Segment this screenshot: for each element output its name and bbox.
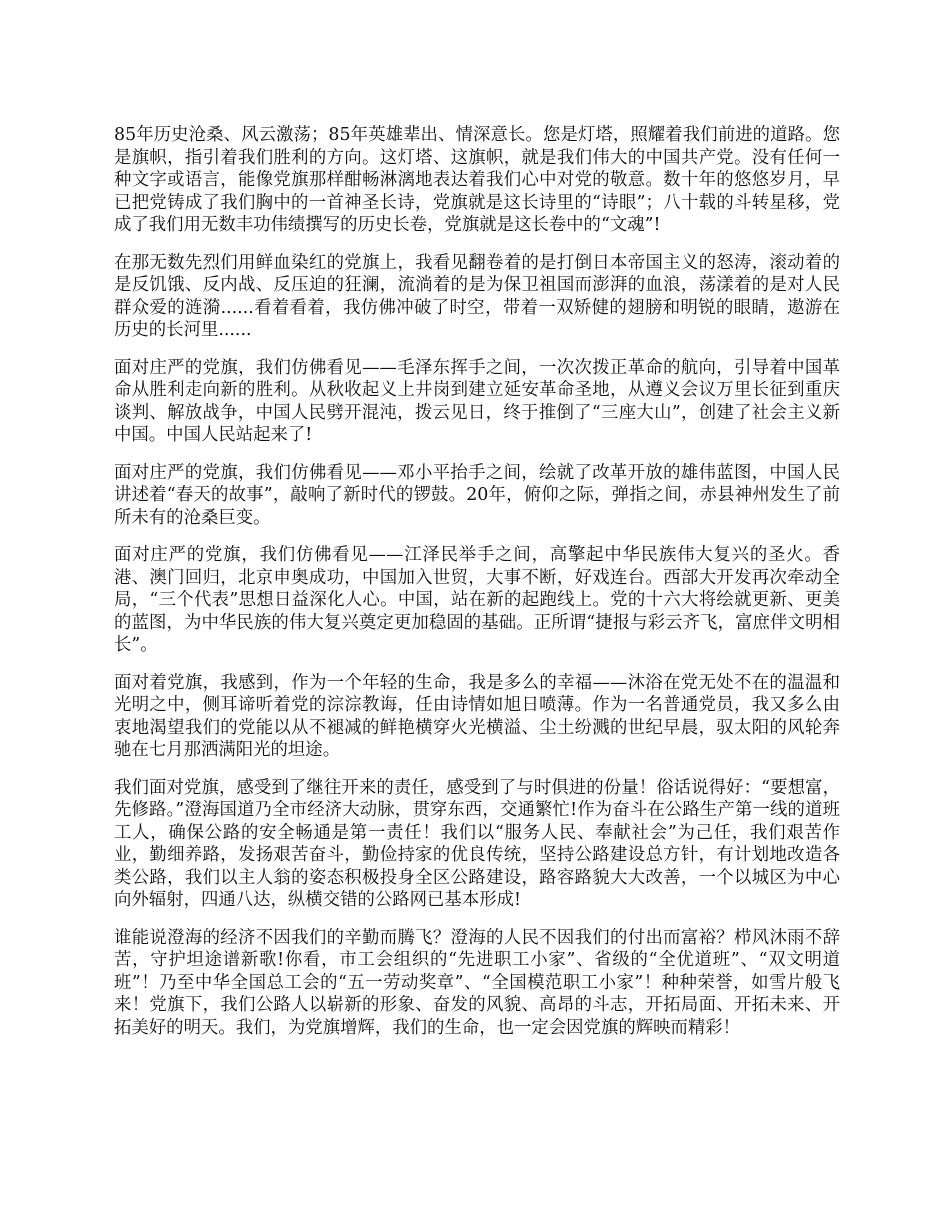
paragraph-2: 在那无数先烈们用鲜血染红的党旗上，我看见翻卷着的是打倒日本帝国主义的怒涛，滚动着的是反饥饿、反内战、反压迫的狂澜，流淌着的是为保卫祖国而澎湃的血浪，荡漾着的是对人民群众爱的涟漪......看着看着，我仿佛冲破了时空，带着一双矫健的翅膀和明锐的眼睛，遨游在历史的长河里...... <box>114 252 840 340</box>
document-body <box>114 124 840 1054</box>
paragraph-5: 面对庄严的党旗，我们仿佛看见——江泽民举手之间，高擎起中华民族伟大复兴的圣火。香港、澳门回归，北京申奥成功，中国加入世贸，大事不断，好戏连台。西部大开发再次牵动全局，“三个代表”思想日益深化人心。中国，站在新的起跑线上。党的十六大将绘就更新、更美的蓝图，为中华民族的伟大复兴奠定更加稳固的基础。正所谓“捷报与彩云齐飞，富庶伴文明相长”。 <box>114 545 840 655</box>
paragraph-1: 85年历史沧桑、风云激荡；85年英雄辈出、情深意长。您是灯塔，照耀着我们前进的道路。您是旗帜，指引着我们胜利的方向。这灯塔、这旗帜，就是我们伟大的中国共产党。没有任何一种文字或语言，能像党旗那样酣畅淋漓地表达着我们心中对党的敬意。数十年的悠悠岁月，早已把党铸成了我们胸中的一首神圣长诗，党旗就是这长诗里的“诗眼”；八十载的斗转星移，党成了我们用无数丰功伟绩撰写的历史长卷，党旗就是这长卷中的“文魂”! <box>114 125 840 235</box>
paragraph-4: 面对庄严的党旗，我们仿佛看见——邓小平抬手之间，绘就了改革开放的雄伟蓝图，中国人民讲述着“春天的故事”，敲响了新时代的锣鼓。20年，俯仰之际，弹指之间，赤县神州发生了前所未有的沧桑巨变。 <box>114 462 840 528</box>
paragraph-6: 面对着党旗，我感到，作为一个年轻的生命，我是多么的幸福——沐浴在党无处不在的温温和光明之中，侧耳谛听着党的淙淙教诲，任由诗情如旭日喷薄。作为一名普通党员，我又多么由衷地渴望我们的党能以从不褪减的鲜艳横穿火光横溢、尘土纷溅的世纪早晨，驭太阳的风轮奔驰在七月那洒满阳光的坦途。 <box>114 672 840 760</box>
paragraph-8: 谁能说澄海的经济不因我们的辛勤而腾飞？澄海的人民不因我们的付出而富裕？栉风沐雨不辞苦，守护坦途谱新歌!你看，市工会组织的“先进职工小家”、省级的“全优道班”、“双文明道班”！乃至中华全国总工会的“五一劳动奖章”、“全国模范职工小家”！种种荣誉，如雪片般飞来！党旗下，我们公路人以崭新的形象、奋发的风貌、高昂的斗志，开拓局面、开拓未来、开拓美好的明天。我们，为党旗增辉，我们的生命，也一定会因党旗的辉映而精彩！ <box>114 927 840 1038</box>
paragraph-7: 我们面对党旗，感受到了继往开来的责任，感受到了与时俱进的份量！俗话说得好：“要想富，先修路。”澄海国道乃全市经济大动脉，贯穿东西，交通繁忙!作为奋斗在公路生产第一线的道班工人，确保公路的安全畅通是第一责任！我们以“服务人民、奉献社会”为己任，我们艰苦作业，勤细养路，发扬艰苦奋斗，勤俭持家的优良传统，坚持公路建设总方针，有计划地改造各类公路，我们以主人翁的姿态积极投身全区公路建设，路容路貌大大改善，一个以城区为中心向外辐射，四通八达，纵横交错的公路网已基本形成! <box>114 777 840 910</box>
paragraph-3: 面对庄严的党旗，我们仿佛看见——毛泽东挥手之间，一次次拨正革命的航向，引导着中国革命从胜利走向新的胜利。从秋收起义上井岗到建立延安革命圣地，从遵义会议万里长征到重庆谈判、解放战争，中国人民劈开混沌，拨云见日，终于推倒了“三座大山”，创建了社会主义新中国。中国人民站起来了! <box>114 357 840 445</box>
